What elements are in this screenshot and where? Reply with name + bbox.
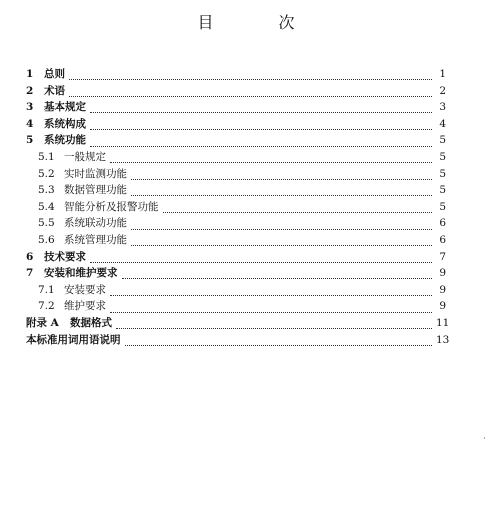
toc-entry-number: 5.3	[38, 184, 55, 197]
dot-leader	[90, 120, 432, 130]
dot-leader	[110, 303, 432, 313]
toc-entry-number: 5.5	[38, 217, 55, 230]
toc-entry-title: 基本规定	[44, 101, 86, 114]
toc-entry-page: 5	[439, 200, 446, 213]
toc-entry-number: 5.1	[38, 150, 55, 163]
toc-entry[interactable]	[26, 282, 446, 299]
dot-leader	[122, 269, 433, 279]
toc-entry-title: 智能分析及报警功能	[64, 200, 159, 213]
toc-entry-page: 6	[439, 233, 446, 246]
toc-entry[interactable]	[26, 215, 446, 232]
toc-entry-number: 7.1	[38, 283, 55, 296]
toc-entry-number: 5	[26, 134, 34, 147]
dot-leader	[125, 336, 433, 346]
toc-entry-number: 4	[26, 117, 34, 130]
toc-entry[interactable]	[26, 298, 446, 315]
dot-leader	[131, 236, 432, 246]
toc-entry[interactable]	[26, 166, 446, 183]
toc-entry-title: 系统联动功能	[64, 217, 127, 230]
dot-leader	[163, 203, 433, 213]
toc-entry-title: 技术要求	[44, 250, 86, 263]
toc-entry-title: 总则	[44, 68, 65, 80]
toc-entry[interactable]	[26, 315, 450, 332]
toc-entry-page: 9	[439, 300, 446, 313]
toc-entry[interactable]	[26, 232, 446, 249]
dot-leader	[131, 170, 432, 180]
toc-entry-page: 13	[436, 333, 450, 346]
toc-entry-number: 2	[26, 84, 34, 97]
toc-entry-number: 附录 A	[26, 316, 59, 329]
toc-entry-number: 7.2	[38, 300, 55, 313]
toc-entry-title: 系统功能	[44, 134, 86, 147]
toc-entry-page: 5	[439, 150, 446, 163]
toc-entry-page: 9	[439, 267, 446, 280]
dot-leader	[69, 87, 432, 97]
toc-entry-title: 本标准用词用语说明	[26, 333, 121, 346]
toc-entry-page: 2	[439, 84, 446, 97]
toc-entry-title: 系统管理功能	[64, 233, 127, 246]
toc-entry-page: 7	[439, 250, 446, 263]
toc-entry-title: 一般规定	[64, 150, 106, 163]
toc-entry-title: 维护要求	[64, 300, 106, 313]
toc-entry-title: 术语	[44, 84, 65, 97]
dot-leader	[110, 153, 432, 163]
toc-entry-number: 3	[26, 101, 34, 114]
toc-entry-number: 5.4	[38, 200, 55, 213]
toc-entry-title: 数据管理功能	[64, 184, 127, 197]
dot-leader	[131, 186, 432, 196]
toc-entry[interactable]	[26, 265, 446, 282]
toc-entry[interactable]	[26, 132, 446, 149]
toc-entry-page: 1	[439, 68, 446, 80]
toc-entry-title: 安装要求	[64, 283, 106, 296]
dot-leader	[110, 286, 432, 296]
toc-entry-number: 1	[26, 68, 34, 80]
toc-entry-title: 实时监测功能	[64, 167, 127, 180]
scan-mark	[484, 437, 485, 439]
toc-entry-page: 5	[439, 184, 446, 197]
toc-entry-page: 3	[439, 101, 446, 114]
page-title: 目 次	[197, 13, 325, 32]
toc-entry-number: 7	[26, 267, 34, 280]
toc-entry[interactable]	[26, 199, 446, 216]
toc-entry-title: 安装和维护要求	[44, 267, 118, 280]
toc-entry-number: 5.6	[38, 233, 55, 246]
toc-entry-page: 5	[439, 167, 446, 180]
toc-entry[interactable]	[26, 149, 446, 166]
toc-entry[interactable]	[26, 99, 446, 116]
toc-entry-title: 数据格式	[70, 316, 112, 329]
dot-leader	[116, 319, 432, 329]
table-of-contents	[26, 66, 450, 348]
toc-entry-number: 5.2	[38, 167, 55, 180]
dot-leader	[131, 220, 432, 230]
dot-leader	[90, 103, 432, 113]
toc-entry-page: 11	[436, 316, 450, 329]
toc-entry[interactable]	[26, 83, 446, 100]
dot-leader	[90, 137, 432, 147]
toc-entry[interactable]	[26, 182, 446, 199]
toc-entry-title: 系统构成	[44, 117, 86, 130]
dot-leader	[69, 70, 432, 80]
toc-entry[interactable]	[26, 66, 446, 83]
toc-entry-page: 4	[439, 117, 446, 130]
dot-leader	[90, 253, 432, 263]
toc-entry[interactable]	[26, 332, 450, 349]
toc-entry-page: 5	[439, 134, 446, 147]
toc-entry[interactable]	[26, 249, 446, 266]
toc-entry[interactable]	[26, 116, 446, 133]
toc-entry-page: 9	[439, 283, 446, 296]
toc-entry-page: 6	[439, 217, 446, 230]
toc-entry-number: 6	[26, 250, 34, 263]
